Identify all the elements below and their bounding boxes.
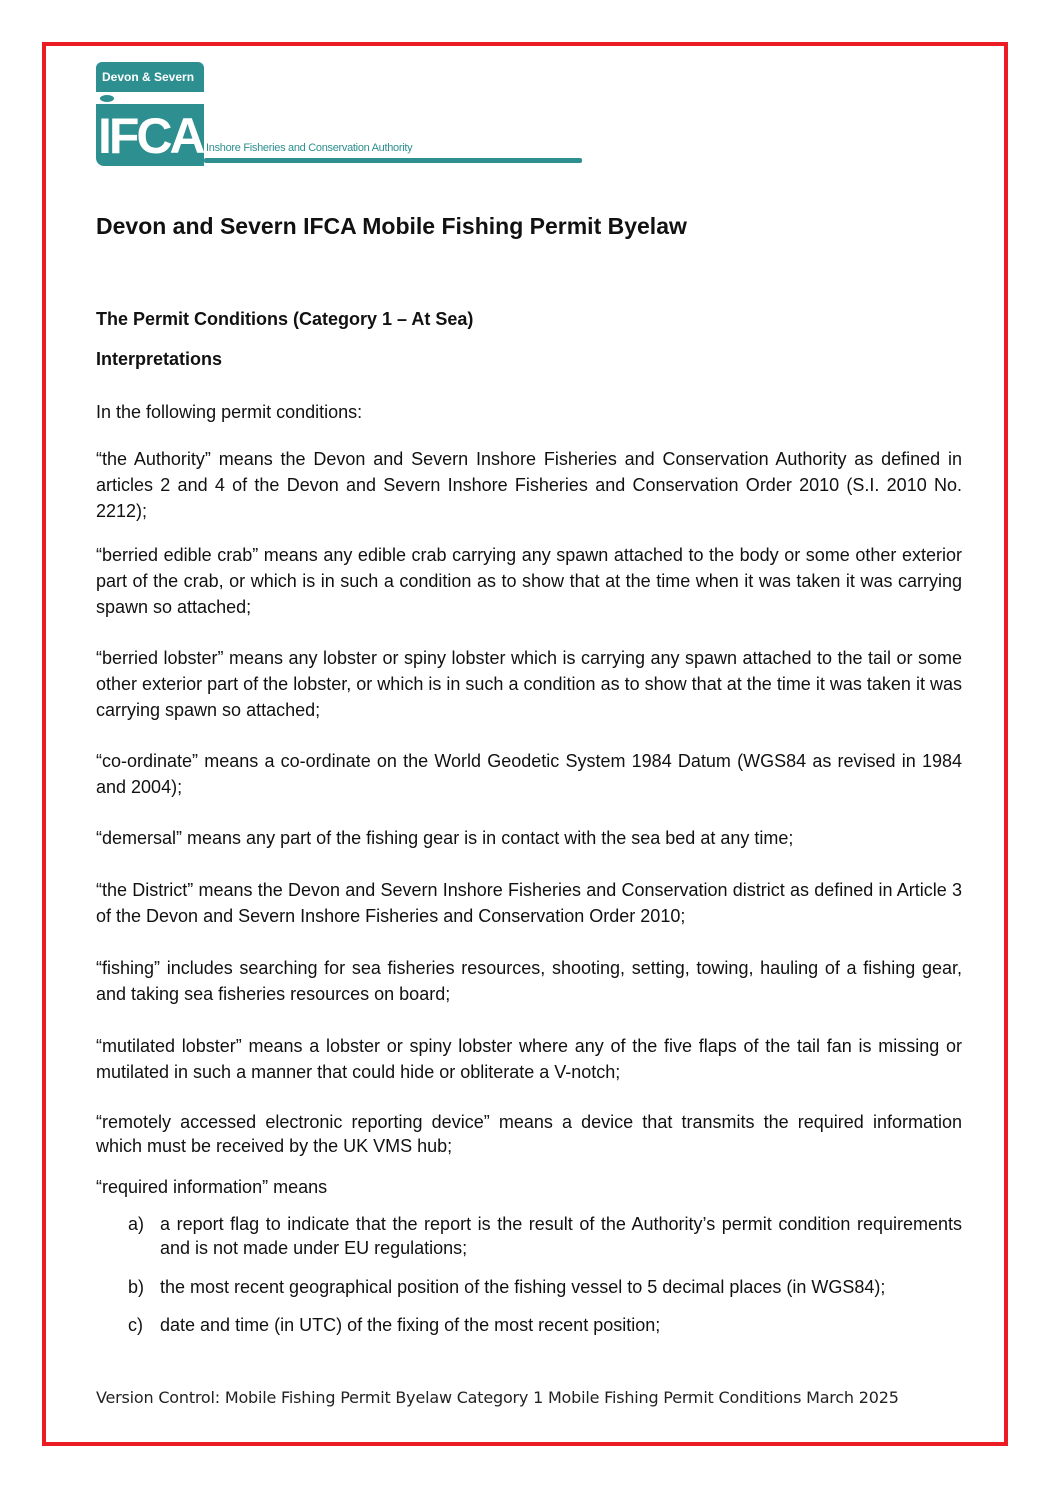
logo-top-text: Devon & Severn [96,62,204,92]
list-item [128,1313,962,1337]
paragraph-district: “the District” means the Devon and Severn Inshore Fisheries and Conservation district as defined in Article 3 of the Devon and Severn Inshore Fisheries and Conservation Order 2010; [96,880,962,926]
list-text: a report flag to indicate that the report is the result of the Authority’s permit condition requirements and is not made under EU regulations; [160,1214,962,1258]
paragraph-authority: “the Authority” means the Devon and Severn Inshore Fisheries and Conservation Authority as defined in articles 2 and 4 of the Devon and Severn Inshore Fisheries and Conservation Order 2010 (S.I. 2010 No. 2212); [96,449,962,521]
section-heading: The Permit Conditions (Category 1 – At Sea) [96,309,474,329]
list-text: date and time (in UTC) of the fixing of the most recent position; [160,1315,661,1335]
version-footer: Version Control: Mobile Fishing Permit Byelaw Category 1 Mobile Fishing Permit Conditions March 2025 [96,1388,899,1407]
paragraph-intro: In the following permit conditions: [96,402,363,422]
paragraph-reporting-device: “remotely accessed electronic reporting device” means a device that transmits the required information which must be received by the UK VMS hub; [96,1112,962,1156]
paragraph-demersal: “demersal” means any part of the fishing gear is in contact with the sea bed at any time; [96,828,794,848]
list-item [128,1275,962,1299]
list-text: the most recent geographical position of the fishing vessel to 5 decimal places (in WGS84); [160,1277,886,1297]
list-item [128,1212,962,1260]
ifca-logo [96,62,586,168]
paragraph-berried-lobster: “berried lobster” means any lobster or spiny lobster which is carrying any spawn attached to the tail or some other exterior part of the lobster, or which is in such a condition as to show that at the time it was taken it was carrying spawn so attached; [96,648,962,720]
list-marker: b) [128,1277,145,1297]
list-marker: a) [128,1214,145,1234]
paragraph-mutilated-lobster: “mutilated lobster” means a lobster or spiny lobster where any of the five flaps of the tail fan is missing or mutilated in such a manner that could hide or obliterate a V-notch; [96,1036,962,1082]
paragraph-fishing: “fishing” includes searching for sea fisheries resources, shooting, setting, towing, hauling of a fishing gear, and taking sea fisheries resources on board; [96,958,962,1004]
paragraph-coordinate: “co-ordinate” means a co-ordinate on the World Geodetic System 1984 Datum (WGS84 as revised in 1984 and 2004); [96,751,962,797]
paragraph-berried-crab: “berried edible crab” means any edible crab carrying any spawn attached to the body or some other exterior part of the crab, or which is in such a condition as to show that at the time when it was taken it was carrying spawn so attached; [96,545,962,617]
fish-icon [100,95,114,102]
logo-subtitle: Inshore Fisheries and Conservation Authority [206,142,413,154]
logo-underline [204,158,582,163]
document-title: Devon and Severn IFCA Mobile Fishing Permit Byelaw [96,213,687,239]
paragraph-required-information: “required information” means [96,1177,328,1197]
sub-heading: Interpretations [96,349,223,369]
list-marker: c) [128,1315,143,1335]
logo-main-text: IFCA [96,104,204,166]
